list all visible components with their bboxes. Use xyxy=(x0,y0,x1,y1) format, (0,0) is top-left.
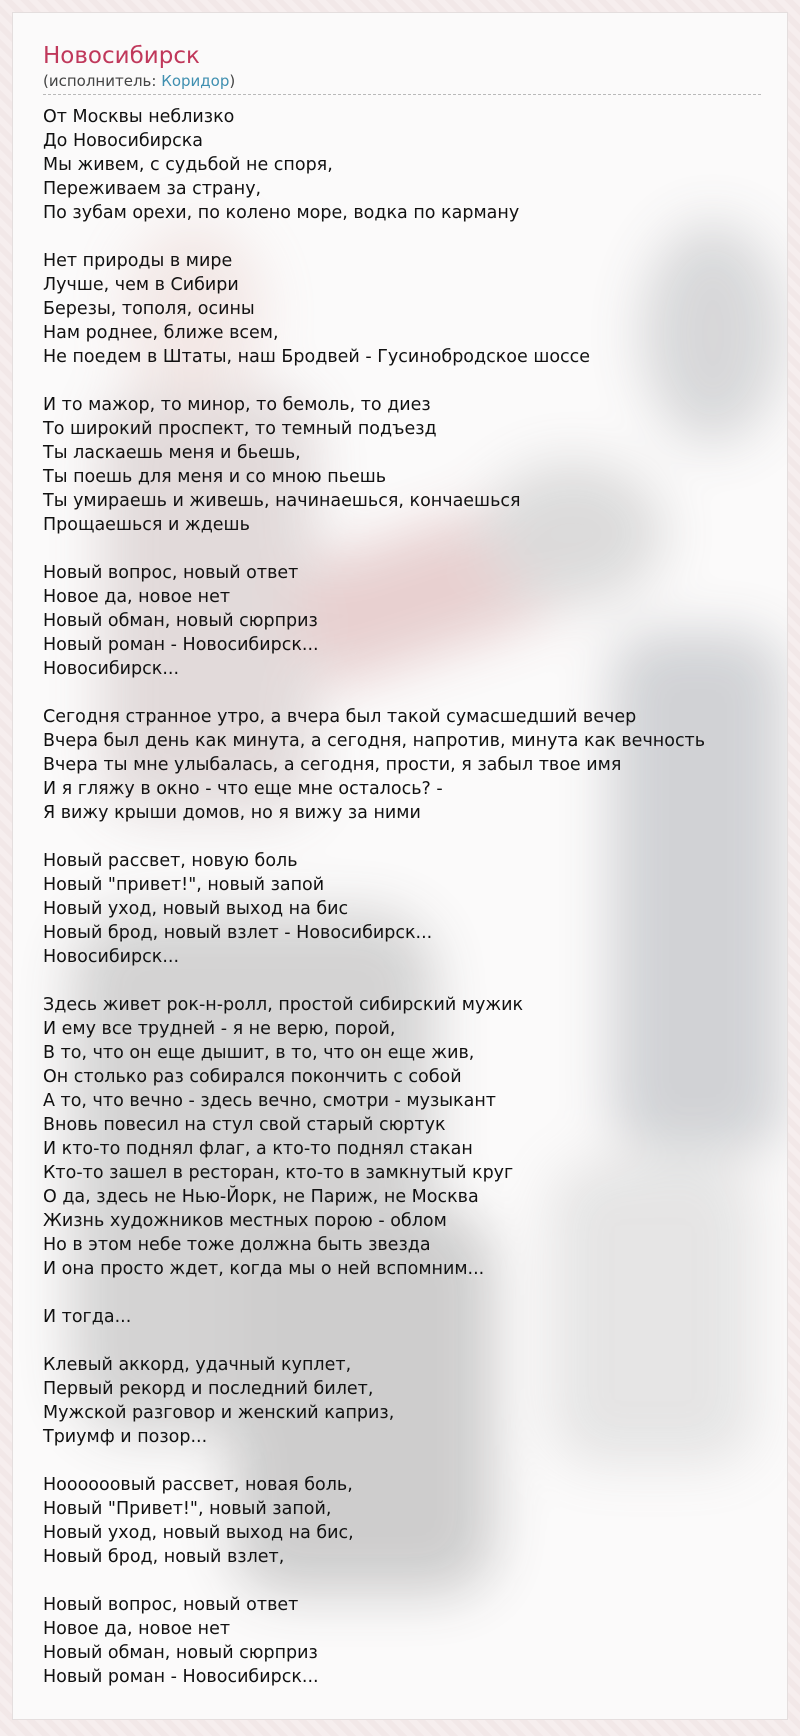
lyrics-stanza xyxy=(43,105,787,225)
lyrics-line: И кто-то поднял флаг, а кто-то поднял стакан xyxy=(43,1139,473,1159)
lyrics-line: Новый рассвет, новую боль xyxy=(43,851,298,871)
lyrics-line: Нет природы в мире xyxy=(43,251,233,271)
lyrics-line: Березы, тополя, осины xyxy=(43,299,255,319)
lyrics-line: Новый брод, новый взлет - Новосибирск... xyxy=(43,923,433,943)
lyrics-line: То широкий проспект, то темный подъезд xyxy=(43,419,437,439)
lyrics-line: Вчера ты мне улыбалась, а сегодня, прости, я забыл твое имя xyxy=(43,755,622,775)
lyrics-line: Кто-то зашел в ресторан, кто-то в замкнутый круг xyxy=(43,1163,514,1183)
lyrics-stanza xyxy=(43,393,787,537)
lyrics-line: Не поедем в Штаты, наш Бродвей - Гусинобродское шоссе xyxy=(43,347,591,367)
lyrics-line: Мужской разговор и женский каприз, xyxy=(43,1403,395,1423)
lyrics-line: Вчера был день как минута, а сегодня, напротив, минута как вечность xyxy=(43,731,706,751)
lyrics-line: Мы живем, с судьбой не споря, xyxy=(43,155,333,175)
artist-suffix: ) xyxy=(229,72,236,90)
lyrics-stanza xyxy=(43,705,787,825)
lyrics-content xyxy=(13,13,787,1689)
lyrics-line: Ноооооовый рассвет, новая боль, xyxy=(43,1475,353,1495)
lyrics-line: Ты умираешь и живешь, начинаешься, кончаешься xyxy=(43,491,521,511)
lyrics-line: И тогда... xyxy=(43,1307,132,1327)
artist-link[interactable]: Коридор xyxy=(161,72,230,90)
lyrics-line: Новый обман, новый сюрприз xyxy=(43,611,318,631)
lyrics-line: Клевый аккорд, удачный куплет, xyxy=(43,1355,352,1375)
lyrics-line: До Новосибирска xyxy=(43,131,204,151)
lyrics-line: Новосибирск... xyxy=(43,947,180,967)
lyrics-line: Ты ласкаешь меня и бьешь, xyxy=(43,443,301,463)
lyrics-line: Я вижу крыши домов, но я вижу за ними xyxy=(43,803,421,823)
lyrics-line: Он столько раз собирался покончить с собой xyxy=(43,1067,462,1087)
lyrics-stanza xyxy=(43,249,787,369)
lyrics-stanza xyxy=(43,1353,787,1449)
lyrics-line: Новое да, новое нет xyxy=(43,587,231,607)
lyrics-stanza xyxy=(43,993,787,1281)
artist-prefix: (исполнитель: xyxy=(43,72,162,90)
lyrics-line: Сегодня странное утро, а вчера был такой сумасшедший вечер xyxy=(43,707,637,727)
lyrics-stanza xyxy=(43,1473,787,1569)
lyrics-line: От Москвы неблизко xyxy=(43,107,235,127)
lyrics-line: И она просто ждет, когда мы о ней вспомним... xyxy=(43,1259,485,1279)
lyrics-text xyxy=(43,105,787,1689)
lyrics-stanza xyxy=(43,1593,787,1689)
lyrics-line: Новый роман - Новосибирск... xyxy=(43,635,319,655)
lyrics-line: Новый "Привет!", новый запой, xyxy=(43,1499,332,1519)
lyrics-line: Лучше, чем в Сибири xyxy=(43,275,239,295)
lyrics-line: Новый уход, новый выход на бис, xyxy=(43,1523,354,1543)
lyrics-line: Вновь повесил на стул свой старый сюртук xyxy=(43,1115,446,1135)
lyrics-line: Жизнь художников местных порою - облом xyxy=(43,1211,447,1231)
title-divider xyxy=(43,94,761,95)
lyrics-line: Новый роман - Новосибирск... xyxy=(43,1667,319,1687)
artist-line xyxy=(43,71,787,91)
lyrics-line: По зубам орехи, по колено море, водка по карману xyxy=(43,203,520,223)
lyrics-line: Ты поешь для меня и со мною пьешь xyxy=(43,467,387,487)
lyrics-line: Переживаем за страну, xyxy=(43,179,262,199)
lyrics-line: Новый обман, новый сюрприз xyxy=(43,1643,318,1663)
lyrics-line: О да, здесь не Нью-Йорк, не Париж, не Москва xyxy=(43,1187,479,1207)
song-title: Новосибирск xyxy=(43,43,200,69)
lyrics-line: И то мажор, то минор, то бемоль, то диез xyxy=(43,395,431,415)
lyrics-line: Новый вопрос, новый ответ xyxy=(43,1595,299,1615)
lyrics-line: Новосибирск... xyxy=(43,659,180,679)
lyrics-line: И я гляжу в окно - что еще мне осталось? - xyxy=(43,779,443,799)
lyrics-card xyxy=(12,12,788,1720)
lyrics-line: Прощаешься и ждешь xyxy=(43,515,250,535)
lyrics-line: Здесь живет рок-н-ролл, простой сибирский мужик xyxy=(43,995,524,1015)
lyrics-line: Первый рекорд и последний билет, xyxy=(43,1379,374,1399)
lyrics-stanza xyxy=(43,561,787,681)
lyrics-line: А то, что вечно - здесь вечно, смотри - музыкант xyxy=(43,1091,496,1111)
lyrics-line: Новое да, новое нет xyxy=(43,1619,231,1639)
lyrics-line: Новый вопрос, новый ответ xyxy=(43,563,299,583)
lyrics-line: Триумф и позор... xyxy=(43,1427,208,1447)
lyrics-line: Но в этом небе тоже должна быть звезда xyxy=(43,1235,431,1255)
lyrics-line: В то, что он еще дышит, в то, что он еще жив, xyxy=(43,1043,475,1063)
lyrics-line: И ему все трудней - я не верю, порой, xyxy=(43,1019,396,1039)
lyrics-stanza xyxy=(43,1305,787,1329)
lyrics-line: Новый брод, новый взлет, xyxy=(43,1547,285,1567)
lyrics-line: Нам роднее, ближе всем, xyxy=(43,323,279,343)
lyrics-stanza xyxy=(43,849,787,969)
lyrics-line: Новый уход, новый выход на бис xyxy=(43,899,349,919)
lyrics-line: Новый "привет!", новый запой xyxy=(43,875,325,895)
